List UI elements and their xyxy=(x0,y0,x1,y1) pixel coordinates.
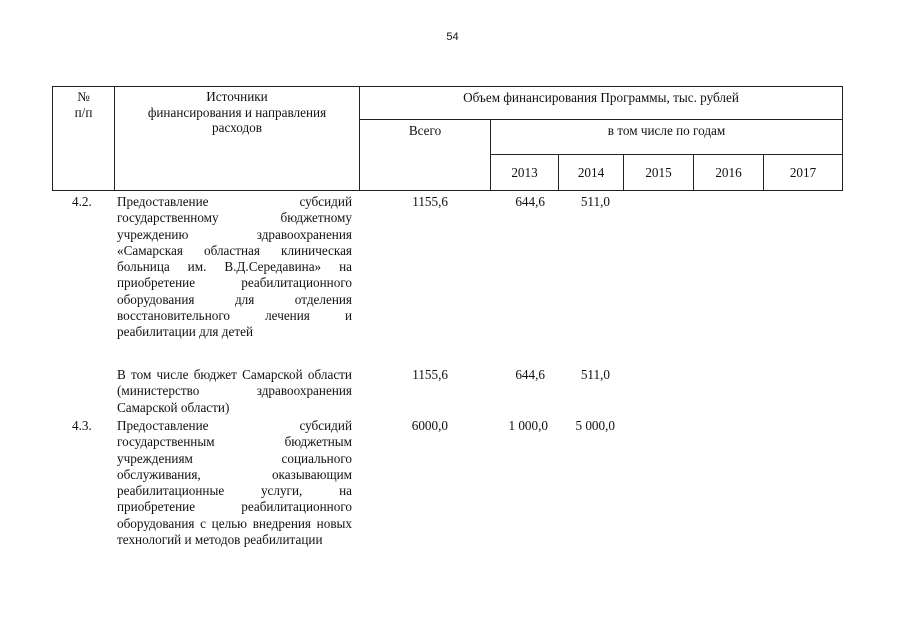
row-num: 4.3. xyxy=(72,418,92,433)
page-number: 54 xyxy=(446,31,459,43)
financing-table-header xyxy=(52,86,843,191)
row-total: 1155,6 xyxy=(412,367,448,382)
header-year-2015: 2015 xyxy=(624,155,694,191)
header-source: Источники финансирования и направления расходов xyxy=(115,87,360,191)
row-2014: 511,0 xyxy=(580,367,610,382)
header-num: № п/п xyxy=(53,87,115,191)
row-2013: 644,6 xyxy=(515,194,545,209)
row-total: 6000,0 xyxy=(411,418,448,433)
header-year-2017: 2017 xyxy=(764,155,843,191)
row-2014: 5 000,0 xyxy=(575,418,615,433)
row-2013: 1 000,0 xyxy=(508,418,548,433)
row-description: В том числе бюджет Самарской области (министерство здравоохранения Самарской области) xyxy=(117,367,352,415)
row-total: 1155,6 xyxy=(412,194,448,209)
header-year-2013: 2013 xyxy=(491,155,559,191)
header-year-2016: 2016 xyxy=(694,155,764,191)
row-2013: 644,6 xyxy=(515,367,545,382)
row-description: Предоставление субсидий государственным бюджетным учреждениям социального обслуживания, оказывающим реабилитационные услуги, на приобретение реабилитационного оборудования с целью внедрения новых технологий и методов реабилитации xyxy=(117,418,352,548)
header-total: Всего xyxy=(360,120,491,191)
header-year-2014: 2014 xyxy=(559,155,624,191)
row-description: Предоставление субсидий государственному бюджетному учреждению здравоохранения «Самарская областная клиническая больница им. В.Д.Середавина» на приобретение реабилитационного оборудования для отделения восстановительного лечения и реабилитации для детей xyxy=(117,194,352,340)
row-num: 4.2. xyxy=(72,194,92,209)
header-volume: Объем финансирования Программы, тыс. рублей xyxy=(360,87,843,120)
header-by-years: в том числе по годам xyxy=(491,120,843,155)
row-2014: 511,0 xyxy=(580,194,610,209)
